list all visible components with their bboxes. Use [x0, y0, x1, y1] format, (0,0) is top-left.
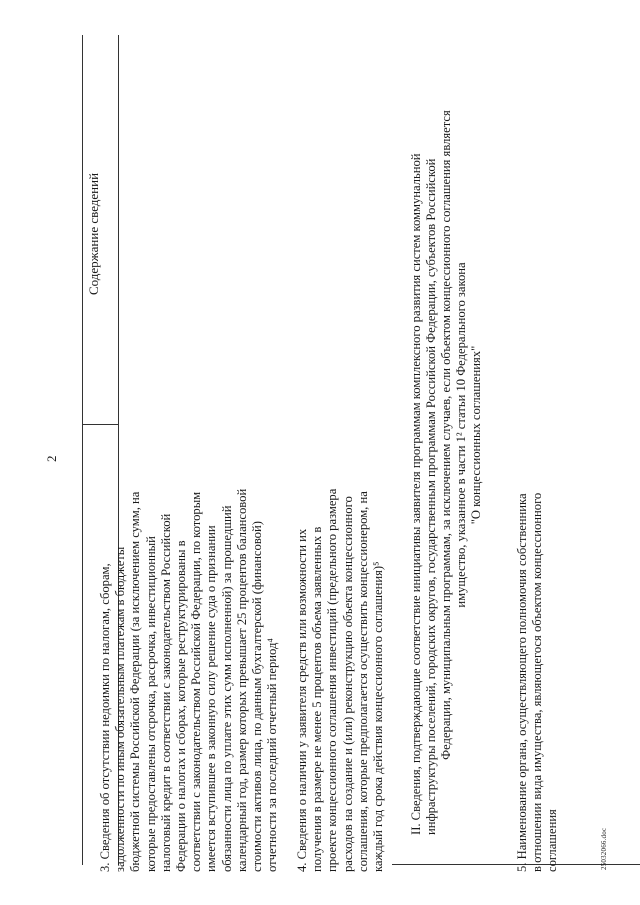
item-5-text: 5. Наименование органа, осуществляющего полномочия собственника в отношении вида имущества, являющегося объектом концессионного соглашения	[515, 492, 560, 872]
section-2-line-3: Федерации, муниципальным программам, за исключением случаев, если объектом концессионного соглашения является	[439, 110, 453, 760]
item-4-text: 4. Сведения о наличии у заявителя средств или возможности их получения в размере не менее 5 процентов объема заявленных в проекте концессионного соглашения инвестиций (предельного размера расходов на создание и (или) реконструкцию объекта концессионного соглашения, которые предполагается осуществить концессионером, на каждый год срока действия концессионного соглашения)⁵	[295, 488, 386, 872]
table-header-divider	[82, 424, 118, 425]
column-header: Содержание сведений	[86, 172, 101, 295]
section-2-line-2: инфраструктуры поселений, городских округов, государственным программам Российской Федерации, субъектов Российской	[424, 158, 438, 835]
section-2-line-1: II. Сведения, подтверждающие соответствие инициативы заявителя программам комплексного развития систем коммунальной	[409, 153, 423, 835]
item-3-text: 3. Сведения об отсутствии недоимки по налогам, сборам, задолженности по иным обязательным платежам в бюджеты бюджетной системы Российской Федерации (за исключением сумм, на которые предоставлены отсрочка, рассрочка, инвестиционный налоговый кредит в соответствии с законодательством Российской Федерации о налогах и сборах, которые реструктурированы в соответствии с законодательством Российской Федерации, по которым имеется вступившее в законную силу решение суда о признании обязанности лица по уплате этих сумм исполненной) за прошедший календарный год, размер которых превышает 25 процентов балансовой стоимости активов лица, по данным бухгалтерской (финансовой) отчетности за последний отчетный период⁴	[98, 488, 280, 872]
footer-doc-code: 25032066.doc	[600, 827, 608, 870]
section-2-line-4: имущество, указанное в части 1² статьи 10 Федерального закона	[454, 262, 468, 608]
table-top-border	[82, 35, 83, 865]
section-2-line-5: "О концессионных соглашениях"	[469, 345, 483, 525]
page-number: 2	[44, 455, 59, 462]
